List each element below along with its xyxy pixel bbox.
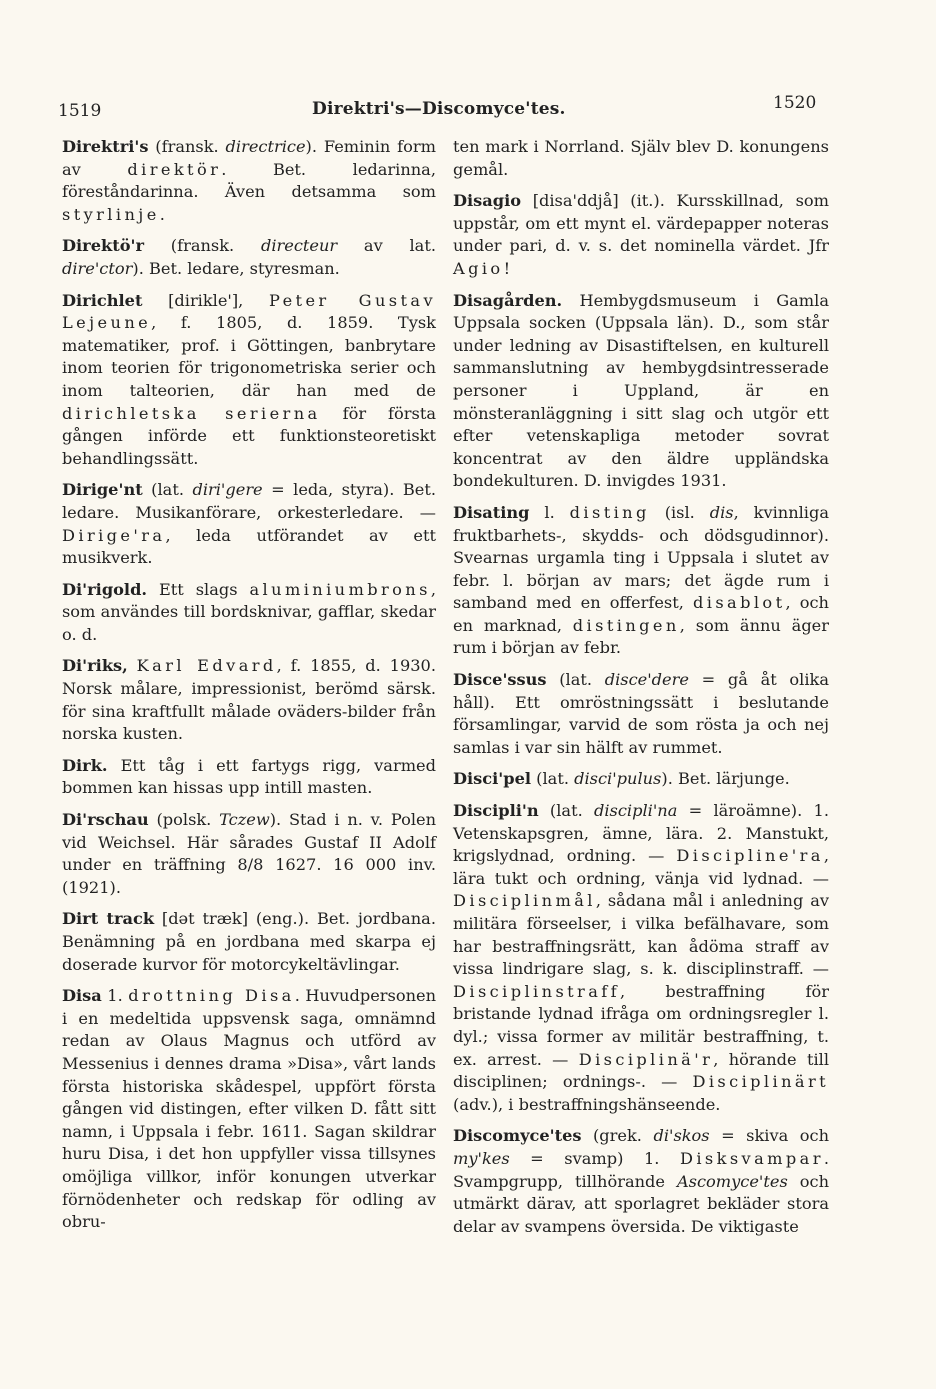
entry-text: = läroämne). 1. Vetenskapsgren, ämne, lära. 2. Manstukt, krigslydnad, ordning. —: [453, 801, 829, 866]
entry-text: = gå åt olika håll). Ett omröstningssätt i beslutande församlingar, varvid de som rösta ja och nej samlas i var sin hälft av rummet.: [453, 670, 829, 757]
headword: Disating: [453, 502, 530, 522]
entry-text: (fransk.: [148, 137, 226, 156]
headword: Disci'pel: [453, 769, 532, 789]
left-page-number: 1519: [58, 101, 102, 121]
spaced-term: Agio: [453, 258, 504, 278]
entry-text: (lat.: [531, 769, 575, 789]
spaced-term: Peter Gustav Lejeune: [62, 290, 436, 333]
entry-dirichlet: [62, 290, 436, 471]
entry-disciplin: [453, 800, 829, 1116]
entry-text: och utmärkt därav, att sporlagret bekläder stora delar av svampens översida. De viktigaste: [453, 1171, 830, 1236]
entry-text: (lat.: [538, 801, 595, 821]
left-column: [62, 136, 436, 1243]
headword: Discomyce'tes: [453, 1126, 582, 1146]
entry-text: ). Feminin form av: [62, 137, 436, 179]
entry-text: (fransk.: [144, 236, 261, 256]
entry-dirigold: [62, 579, 436, 647]
entry-disating: [453, 502, 829, 660]
entry-text: ). Bet. lärjunge.: [661, 769, 790, 789]
etymology-italic: dis: [709, 502, 734, 522]
headword: Di'riks,: [62, 656, 128, 676]
spaced-term: Discipline'ra: [676, 846, 824, 866]
spaced-term: drottning Disa: [128, 986, 295, 1006]
right-column: [453, 136, 829, 1247]
entry-disagarden: [453, 290, 829, 493]
spaced-term: disting: [569, 502, 650, 522]
spaced-term: Disksvampar: [679, 1148, 824, 1168]
etymology-italic: Ascomyce'tes: [676, 1171, 788, 1191]
spaced-term: Disciplinmål: [453, 891, 596, 911]
entry-text: ). Stad i n. v. Polen vid Weichsel. Här sårades Gustaf II Adolf under en träffning 8/8 1627. 16 000 inv. (1921).: [62, 810, 437, 897]
entry-text: = leda, styra). Bet. ledare. Musikanförare, orkesterledare. —: [62, 480, 436, 522]
etymology-italic: disce'dere: [604, 670, 689, 690]
headword: Disagio: [453, 191, 522, 211]
etymology-italic: directrice: [225, 137, 306, 156]
entry-text: l.: [529, 502, 570, 522]
headword: Direktri's: [62, 137, 149, 156]
entry-text: = skiva och: [709, 1126, 830, 1146]
spaced-term: styrlinje: [62, 204, 160, 224]
entry-text: Hembygdsmuseum i Gamla Uppsala socken (Uppsala län). D., som står under ledning av Disastiftelsen, en kulturell sammanslutning av hembygdsintresserade personer i Uppland, är en mönsteranläggning i sitt slag och utgör ett efter vetenskapliga metoder sovrat koncentrat av den äldre uppländska bondekulturen. D. invigdes 1931.: [453, 290, 829, 491]
entry-disagio: [453, 190, 829, 280]
headword: Discipli'n: [453, 801, 539, 821]
entry-text: , som användes till bordsknivar, gafflar, skedar o. d.: [62, 579, 436, 644]
headword: Dirt track: [62, 909, 155, 929]
entry-direktris: [62, 136, 436, 226]
spaced-term: Disciplinstraff: [453, 981, 621, 1001]
entry-discipel: [453, 768, 829, 791]
spaced-term: aluminiumbrons: [249, 579, 431, 599]
headword: Disa: [62, 986, 102, 1006]
etymology-italic: Tczew: [219, 810, 270, 830]
entry-text: . Huvudpersonen i en medeltida uppsvensk saga, omnämnd redan av Olaus Magnus och utförd av Messenius i dennes drama »Disa», vårt lands första historiska skådespel, uppfört första gången vid distingen, efter vilken D. fått sitt namn, i Uppsala i febr. 1611. Sagan skildrar huru Disa, i det hon uppfyller vissa tillsynes omöjliga villkor, inför konungen utverkar förnödenheter och redskap för odling av obru-: [62, 986, 436, 1232]
entry-text: , f. 1855, d. 1930. Norsk målare, impressionist, berömd särsk. för sina kraftfullt målade oväders-bilder från norska kusten.: [62, 656, 436, 744]
headword: Dirichlet: [62, 290, 143, 310]
entry-text: (polsk.: [148, 810, 220, 830]
entry-text: [128, 656, 137, 675]
spaced-term: Disciplinärt: [692, 1072, 829, 1092]
entry-text: , hörande till disciplinen; ordnings-. —: [453, 1049, 829, 1092]
entry-dirt-track: [62, 908, 436, 976]
entry-disa: [62, 985, 436, 1234]
entry-text: , som ännu äger rum i början av febr.: [453, 615, 829, 658]
headword: Dirk.: [62, 755, 108, 775]
entry-dirk: [62, 755, 436, 800]
entry-dirschau: [62, 809, 436, 899]
entry-text: ). Bet. ledare, styresman.: [132, 258, 340, 278]
right-page-number: 1520: [773, 93, 817, 113]
entry-text: för första gången införde ett funktionsteoretiskt behandlingssätt.: [62, 403, 436, 468]
headword: Di'rigold.: [62, 579, 148, 599]
entry-text: (adv.), i bestraffningshänseende.: [453, 1094, 721, 1114]
entry-text: 1.: [101, 986, 129, 1006]
entry-text: (isl.: [649, 502, 710, 522]
etymology-italic: directeur: [260, 236, 338, 256]
entry-text: , kvinnliga fruktbarhets-, skydds- och dödsgudinnor). Svearnas urgamla ting i Uppsala i slutet av febr. l. början av mars; det ägde rum i samband med en offerfest,: [453, 502, 829, 613]
entry-dirigent: [62, 479, 436, 569]
etymology-italic: my'kes: [453, 1148, 510, 1168]
entry-text: . Svampgrupp, tillhörande: [453, 1148, 829, 1191]
entry-text: , lära tukt och ordning, vänja vid lydnad. —: [453, 846, 829, 888]
entry-text: .: [159, 204, 165, 224]
spaced-term: Karl Edvard: [136, 656, 277, 676]
entry-direktor: [62, 235, 436, 280]
spaced-term: dirichletska serierna: [62, 403, 321, 423]
spaced-term: direktör: [127, 159, 222, 179]
running-title: Direktri's—Discomyce'tes.: [312, 99, 566, 119]
spaced-term: distingen: [572, 615, 680, 635]
spaced-term: Disciplinä'r: [578, 1049, 714, 1069]
entry-text: , leda utförandet av ett musikverk.: [62, 525, 436, 568]
entry-text: !: [503, 258, 511, 278]
etymology-italic: di'skos: [653, 1126, 710, 1146]
entry-discomycetes: [453, 1125, 829, 1238]
entry-text: [dirikle'],: [142, 290, 269, 310]
etymology-italic: disci'pulus: [574, 769, 662, 789]
entry-text: (lat.: [546, 670, 605, 690]
entry-text: Ett slags: [147, 579, 250, 599]
entry-text: = svamp) 1.: [509, 1148, 680, 1168]
entry-text: , f. 1805, d. 1859. Tysk matematiker, prof. i Göttingen, banbrytare inom teorien för trigonometriska serier och inom talteorien, där han med de: [62, 313, 436, 400]
spaced-term: disablot: [692, 593, 786, 613]
entry-text: , bestraffning för bristande lydnad ifråga om ordningsregler l. dyl.; vissa former av militär bestraffning, t. ex. arrest. —: [453, 981, 829, 1069]
entry-text: . Bet. ledarinna, föreståndarinna. Även detsamma som: [62, 159, 436, 202]
spaced-term: Dirige'ra: [62, 525, 166, 545]
headword: Disce'ssus: [453, 670, 547, 690]
entry-text: [dət træk] (eng.). Bet. jordbana. Benämning på en jordbana med skarpa ej doserade kurvor för motorcykeltävlingar.: [62, 909, 436, 974]
etymology-italic: dire'ctor: [62, 258, 133, 278]
entry-diriks: [62, 655, 436, 745]
entry-text: (grek.: [581, 1126, 654, 1146]
entry-text: [disa'ddjå] (it.). Kursskillnad, som uppstår, om ett mynt el. värdepapper noteras under pari, d. v. s. det nominella värdet. Jfr: [453, 191, 829, 256]
entry-text: , sådana mål i anledning av militära förseelser, i vilka befälhavare, som har bestraffningsrätt, kan ådöma straff av vissa lindrigare slag, s. k. disciplinstraff. —: [453, 891, 829, 979]
entry-continuation: ten mark i Norrland. Själv blev D. konungens gemål.: [453, 137, 829, 179]
entry-discessus: [453, 669, 829, 759]
headword: Direktö'r: [62, 236, 144, 256]
entry-text: , och en marknad,: [453, 593, 829, 635]
etymology-italic: discipli'na: [594, 801, 678, 821]
entry-text: Ett tåg i ett fartygs rigg, varmed bommen kan hissas upp intill masten.: [62, 755, 436, 798]
entry-text: av lat.: [337, 236, 436, 256]
etymology-italic: diri'gere: [192, 480, 263, 500]
headword: Dirige'nt: [62, 480, 143, 500]
headword: Disagården.: [453, 290, 563, 310]
headword: Di'rschau: [62, 810, 149, 830]
entry-text: (lat.: [142, 480, 193, 500]
